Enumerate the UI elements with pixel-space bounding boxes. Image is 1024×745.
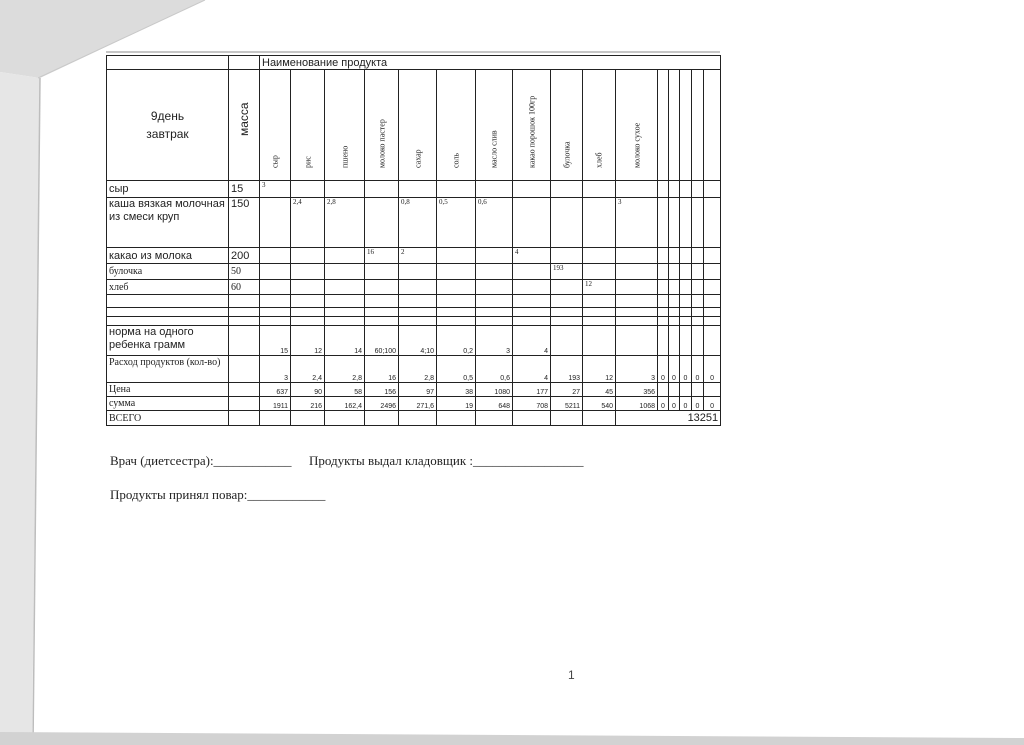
dish-name: булочка [107,264,229,280]
mass-column-header: масса [229,70,260,181]
norm-label: норма на одного ребенка грамм [107,326,229,356]
table-cell: 648 [476,397,513,411]
dish-mass: 15 [229,181,260,198]
table-cell [513,181,551,198]
table-cell: 3 [616,356,658,383]
dish-mass: 60 [229,280,260,295]
table-cell [260,280,291,295]
table-cell [399,181,437,198]
table-cell [476,280,513,295]
table-cell: 0,6 [476,198,513,248]
table-cell [437,280,476,295]
table-cell [551,248,583,264]
table-cell [291,248,325,264]
table-cell: 16 [365,248,399,264]
table-cell: 1080 [476,383,513,397]
table-cell: 0 [658,397,669,411]
storekeeper-signature-line: Продукты выдал кладовщик :_________________ [309,453,584,468]
table-cell [476,264,513,280]
table-cell: 0 [704,397,721,411]
table-cell: 0,8 [399,198,437,248]
table-cell: 14 [325,326,365,356]
table-cell [291,264,325,280]
table-cell: 0 [680,397,692,411]
dish-name: хлеб [107,280,229,295]
table-cell [551,198,583,248]
meal-label-cell [107,70,229,181]
table-cell [365,280,399,295]
table-cell: 12 [583,280,616,295]
table-cell [437,264,476,280]
table-cell: 0,5 [437,356,476,383]
table-cell: 2,8 [325,198,365,248]
empty-row [107,317,721,326]
table-cell [583,248,616,264]
table-cell: 271,6 [399,397,437,411]
empty-row [107,308,721,317]
table-cell: 1911 [260,397,291,411]
table-cell: 637 [260,383,291,397]
table-cell: 60;100 [365,326,399,356]
table-cell: 162,4 [325,397,365,411]
doctor-signature-line: Врач (диетсестра):____________ [110,453,292,468]
column-header: масло слив [476,70,513,181]
table-cell [616,264,658,280]
table-cell [513,264,551,280]
table-cell: 2,8 [325,356,365,383]
table-cell [616,280,658,295]
column-header: молоко пастер [365,70,399,181]
dish-name: каша вязкая молочная из смеси круп [107,198,229,248]
table-cell: 356 [616,383,658,397]
column-names-row [107,70,721,181]
table-cell: 19 [437,397,476,411]
table-cell [616,248,658,264]
table-cell: 708 [513,397,551,411]
table-cell [551,326,583,356]
sum-row [107,397,721,411]
usage-row [107,356,721,383]
table-cell: 3 [260,356,291,383]
table-cell: 0 [692,356,704,383]
dish-mass: 200 [229,248,260,264]
table-cell: 0 [704,356,721,383]
table-cell [260,248,291,264]
table-cell: 5211 [551,397,583,411]
table-row [107,264,721,280]
column-header: пшено [325,70,365,181]
table-cell: 0,5 [437,198,476,248]
dish-mass: 50 [229,264,260,280]
table-cell: 2,4 [291,356,325,383]
table-cell: 193 [551,264,583,280]
table-cell: 216 [291,397,325,411]
table-cell: 38 [437,383,476,397]
table-cell [325,280,365,295]
table-cell [325,181,365,198]
menu-layout-table [106,55,721,426]
table-cell: 540 [583,397,616,411]
column-header: какао порошок 100гр [513,70,551,181]
table-cell [291,280,325,295]
table-cell [260,198,291,248]
table-cell: 2 [399,248,437,264]
column-header: сыр [260,70,291,181]
table-cell: 97 [399,383,437,397]
table-cell: 2496 [365,397,399,411]
table-cell: 193 [551,356,583,383]
column-header: хлеб [583,70,616,181]
table-cell [365,264,399,280]
table-cell [325,248,365,264]
table-cell: 3 [476,326,513,356]
table-cell: 2,8 [399,356,437,383]
price-label: Цена [107,383,229,397]
meal-day: 9день [150,109,185,123]
column-header: булочка [551,70,583,181]
table-cell [551,280,583,295]
table-cell [616,181,658,198]
table-cell: 2,4 [291,198,325,248]
table-cell [291,181,325,198]
table-cell [583,198,616,248]
table-cell [437,181,476,198]
table-cell: 0,2 [437,326,476,356]
table-cell [399,280,437,295]
table-cell: 0,6 [476,356,513,383]
column-header: рис [291,70,325,181]
usage-label: Расход продуктов (кол-во) [107,356,229,383]
meal-type: завтрак [146,127,189,141]
table-cell: 3 [260,181,291,198]
table-row [107,248,721,264]
table-cell: 0 [692,397,704,411]
table-cell: 90 [291,383,325,397]
table-row [107,181,721,198]
empty-row [107,295,721,308]
table-cell [365,181,399,198]
total-value: 13251 [616,411,721,426]
table-cell: 156 [365,383,399,397]
table-cell [476,181,513,198]
table-cell: 177 [513,383,551,397]
dish-name: сыр [107,181,229,198]
table-cell [476,248,513,264]
table-cell: 0 [658,356,669,383]
table-cell: 0 [680,356,692,383]
table-cell: 0 [669,397,680,411]
table-cell: 4 [513,248,551,264]
table-cell [583,181,616,198]
table-cell: 15 [260,326,291,356]
table-cell [583,326,616,356]
table-cell [513,280,551,295]
column-header: сахар [399,70,437,181]
table-cell [551,181,583,198]
table-cell [437,248,476,264]
table-cell: 4 [513,356,551,383]
table-cell [365,198,399,248]
table-cell: 12 [583,356,616,383]
table-cell [260,264,291,280]
table-cell: 4;10 [399,326,437,356]
dish-name: какао из молока [107,248,229,264]
table-cell: 4 [513,326,551,356]
table-cell: 3 [616,198,658,248]
table-cell: 58 [325,383,365,397]
page-number: 1 [568,668,575,682]
norm-row [107,326,721,356]
table-cell: 12 [291,326,325,356]
cook-signature-line: Продукты принял повар:____________ [110,487,326,502]
table-cell [513,198,551,248]
table-cell: 0 [669,356,680,383]
header-row [107,56,721,70]
table-cell [325,264,365,280]
product-name-header: Наименование продукта [260,56,721,70]
table-row [107,280,721,295]
total-label: ВСЕГО [107,411,229,426]
table-cell [583,264,616,280]
column-header: молоко сухое [616,70,658,181]
column-header: соль [437,70,476,181]
dish-mass: 150 [229,198,260,248]
table-cell [616,326,658,356]
table-cell: 1068 [616,397,658,411]
price-row [107,383,721,397]
table-cell: 27 [551,383,583,397]
table-cell: 16 [365,356,399,383]
total-row [107,411,721,426]
table-cell [399,264,437,280]
table-cell: 45 [583,383,616,397]
sum-label: сумма [107,397,229,411]
table-row [107,198,721,248]
